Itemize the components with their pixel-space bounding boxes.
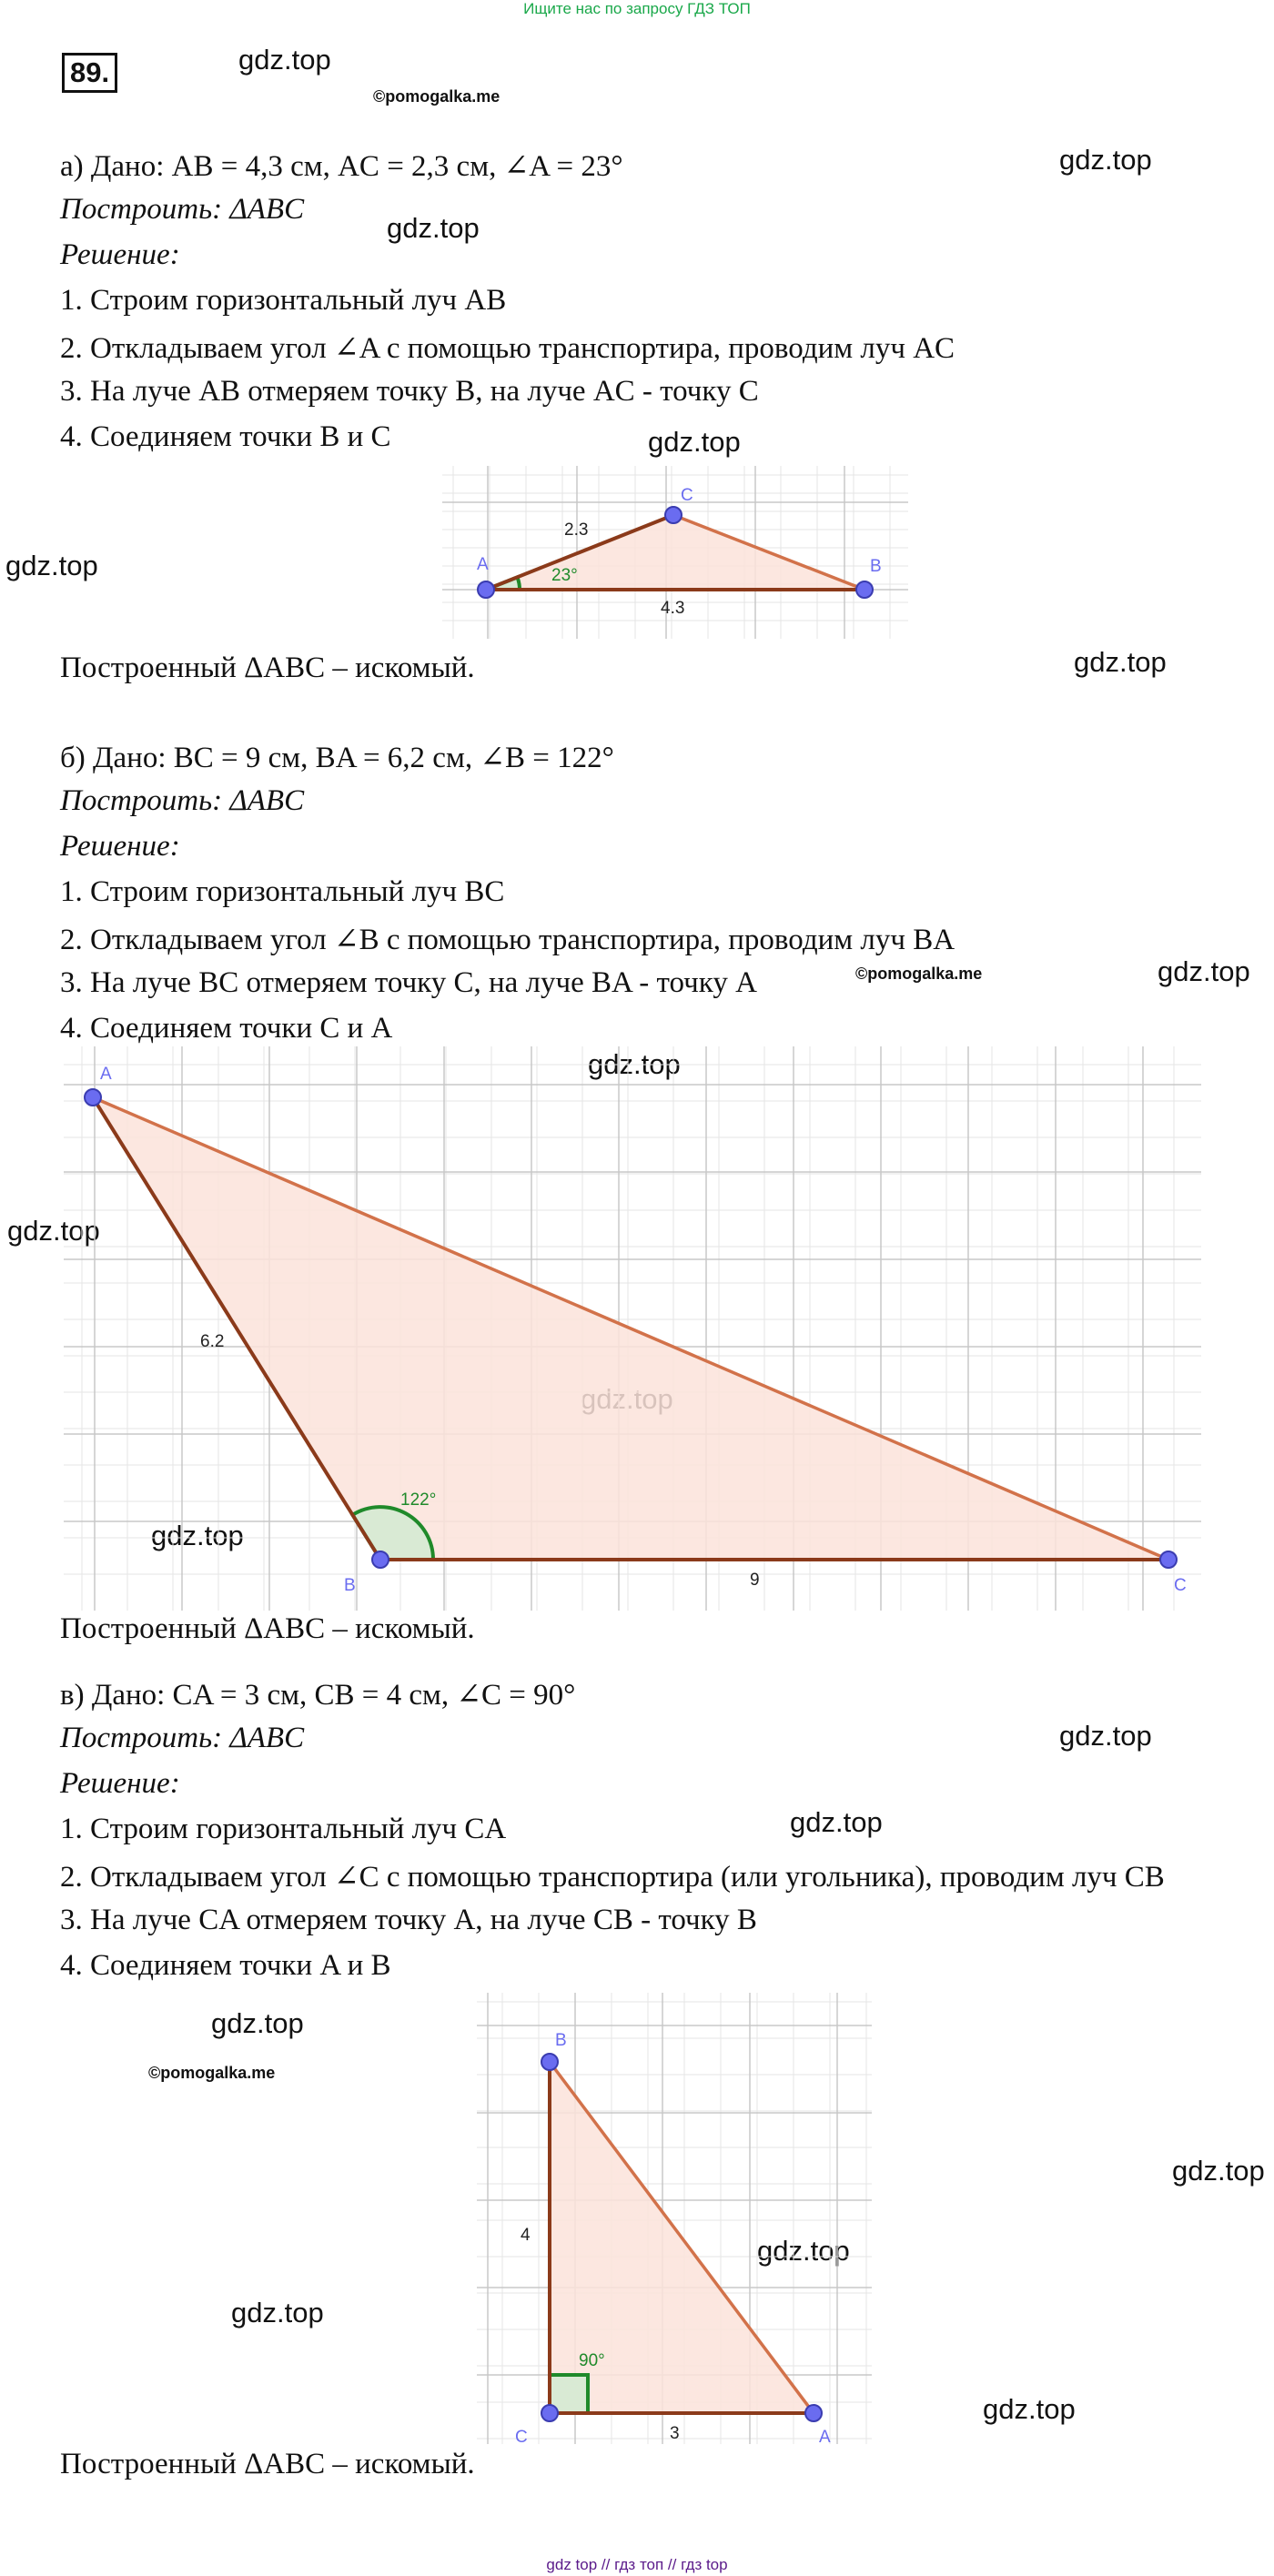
label-c: C [515, 2428, 528, 2444]
part-a-step-2: 2. Откладываем угол ∠A с помощью транспортира, проводим луч AC [60, 332, 956, 365]
part-b-step-2: 2. Откладываем угол ∠B с помощью транспортира, проводим луч BA [60, 924, 956, 956]
label-side-ca: 3 [670, 2424, 680, 2443]
point-b [856, 581, 873, 598]
part-a-step-1: 1. Строим горизонтальный луч AB [60, 284, 507, 317]
point-a [805, 2405, 822, 2421]
point-a [478, 581, 494, 598]
label-angle-c: 90° [579, 2351, 605, 2370]
point-b [372, 1551, 389, 1568]
watermark: gdz.top [1059, 144, 1152, 176]
label-angle-b: 122° [400, 1490, 437, 1510]
footer-links[interactable]: gdz top // гдз топ // гдз top [546, 2556, 728, 2573]
watermark-copyright: ©pomogalka.me [148, 2064, 276, 2082]
part-b-step-3: 3. На луче BC отмеряем точку C, на луче BA - точку A [60, 966, 757, 999]
label-side-cb: 4 [521, 2226, 531, 2245]
point-c [541, 2405, 558, 2421]
problem-number: 89. [62, 53, 117, 93]
part-b-construct: Построить: ΔABC [60, 784, 305, 817]
part-c-step-4: 4. Соединяем точки A и B [60, 1949, 391, 1982]
label-a: A [100, 1065, 112, 1084]
watermark: gdz.top [231, 2297, 324, 2329]
part-c-solution: Решение: [60, 1767, 180, 1800]
triangle-b-figure [64, 1046, 1201, 1611]
label-b: B [870, 557, 882, 576]
part-c-given: в) Дано: CA = 3 см, CB = 4 см, ∠C = 90° [60, 1679, 576, 1712]
watermark: gdz.top [588, 1048, 681, 1080]
label-c: C [1174, 1576, 1187, 1595]
part-b-given: б) Дано: BC = 9 см, BA = 6,2 см, ∠B = 122° [60, 742, 614, 774]
part-c-construct: Построить: ΔABC [60, 1722, 305, 1754]
label-side-bc: 9 [750, 1571, 760, 1590]
point-c [1160, 1551, 1177, 1568]
part-c-step-1: 1. Строим горизонтальный луч CA [60, 1813, 507, 1845]
watermark: gdz.top [1172, 2155, 1265, 2187]
triangle-a-figure [435, 466, 912, 639]
label-side-ac: 2.3 [564, 520, 589, 540]
point-c [665, 507, 682, 523]
watermark-copyright: ©pomogalka.me [373, 87, 500, 106]
watermark: gdz.top [1074, 646, 1167, 678]
watermark: gdz.top [387, 212, 480, 244]
part-b-solution: Решение: [60, 830, 180, 863]
part-a-given: а) Дано: AB = 4,3 см, AC = 2,3 см, ∠A = 23° [60, 150, 623, 183]
watermark: gdz.top [983, 2393, 1076, 2425]
watermark: gdz.top [211, 2007, 304, 2039]
label-side-ab: 4.3 [661, 599, 685, 618]
header-note: Ищите нас по запросу ГДЗ ТОП [523, 0, 751, 17]
watermark-copyright: ©pomogalka.me [855, 965, 983, 983]
label-side-ba: 6.2 [200, 1332, 225, 1351]
label-c: C [681, 486, 693, 505]
label-angle-a: 23° [551, 566, 578, 585]
watermark: gdz.top [7, 1215, 100, 1247]
part-b-step-1: 1. Строим горизонтальный луч BC [60, 875, 505, 908]
part-a-construct: Построить: ΔABC [60, 193, 305, 226]
label-a: A [819, 2428, 831, 2444]
label-b: B [344, 1576, 356, 1595]
part-c-result: Построенный ΔABC – искомый. [60, 2448, 475, 2480]
watermark: gdz.top [1158, 955, 1250, 987]
watermark: gdz.top [648, 426, 741, 458]
label-b: B [555, 2031, 567, 2050]
label-a: A [477, 555, 489, 574]
part-b-result: Построенный ΔABC – искомый. [60, 1612, 475, 1645]
part-c-step-2: 2. Откладываем угол ∠C с помощью транспортира (или угольника), проводим луч CB [60, 1861, 1165, 1894]
part-a-step-4: 4. Соединяем точки B и C [60, 420, 391, 453]
part-a-solution: Решение: [60, 238, 180, 271]
watermark: gdz.top [238, 44, 331, 76]
triangle-c-figure [477, 1993, 872, 2444]
part-a-step-3: 3. На луче AB отмеряем точку B, на луче AC - точку C [60, 375, 759, 408]
point-a [85, 1089, 101, 1106]
part-b-step-4: 4. Соединяем точки C и A [60, 1012, 393, 1045]
watermark: gdz.top [790, 1806, 883, 1838]
watermark: gdz.top [5, 550, 98, 581]
watermark: gdz.top [1059, 1720, 1152, 1752]
triangle-a-fill [486, 515, 864, 590]
part-a-result: Построенный ΔABC – искомый. [60, 652, 475, 684]
watermark: gdz.top [757, 2235, 850, 2267]
watermark: gdz.top [151, 1520, 244, 1551]
part-c-step-3: 3. На луче CA отмеряем точку A, на луче CB - точку B [60, 1904, 757, 1936]
point-b [541, 2054, 558, 2070]
